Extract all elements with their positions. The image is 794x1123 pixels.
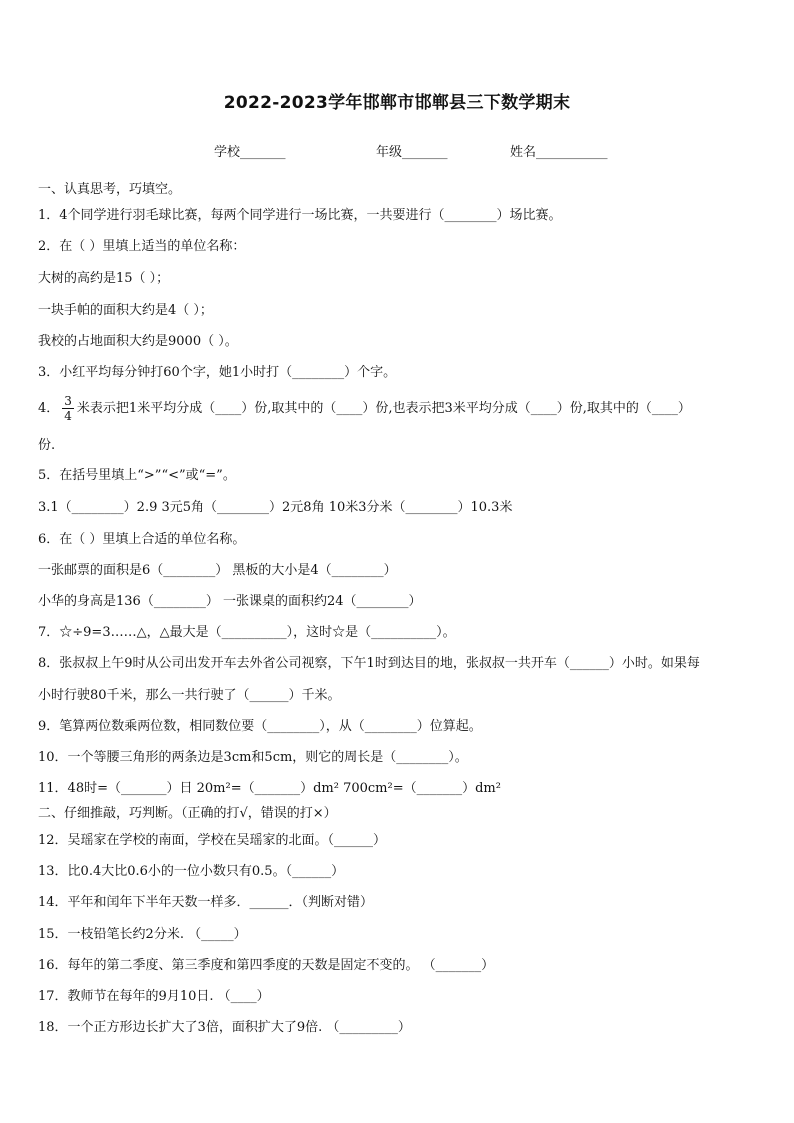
question-4 (38, 394, 691, 423)
grade-blank: _______ (402, 145, 448, 160)
question-6-row-1: 一张邮票的面积是6（________） 黑板的大小是4（________） (38, 563, 397, 578)
question-7: 7．☆÷9=3……△，△最大是（__________），这时☆是（__________）。 (38, 625, 456, 640)
name-label: 姓名 (510, 145, 537, 160)
question-18: 18．一个正方形边长扩大了3倍，面积扩大了9倍. （_________） (38, 1020, 411, 1035)
question-6-row-2: 小华的身高是136（________） 一张课桌的面积约24（________） (38, 594, 422, 609)
section-2-heading: 二、仔细推敲，巧判断。（正确的打√，错误的打×） (38, 806, 337, 821)
question-15: 15．一枝铅笔长约2分米. （_____） (38, 927, 247, 942)
section-1-heading: 一、认真思考，巧填空。 (38, 182, 182, 197)
name-field (510, 141, 608, 160)
question-5: 5．在括号里填上“>”“<”或“=”。 (38, 468, 236, 483)
school-label: 学校 (214, 145, 241, 160)
question-1: 1．4个同学进行羽毛球比赛，每两个同学进行一场比赛，一共要进行（________）场比赛。 (38, 208, 562, 223)
question-3: 3．小红平均每分钟打60个字，她1小时打（________）个字。 (38, 365, 397, 380)
question-2-item-2: 一块手帕的面积大约是4（ ）； (38, 303, 213, 318)
question-10: 10．一个等腰三角形的两条边是3cm和5cm，则它的周长是（________）。 (38, 750, 468, 765)
question-8-continuation: 小时行驶80千米，那么一共行驶了（______）千米。 (38, 688, 341, 703)
fraction-numerator: 3 (64, 394, 72, 408)
school-blank: _______ (240, 145, 286, 160)
question-4-number: 4． (38, 401, 60, 416)
question-8: 8．张叔叔上午9时从公司出发开车去外省公司视察，下午1时到达目的地，张叔叔一共开车（______）小时。如果每 (38, 656, 700, 671)
name-blank: ___________ (536, 145, 608, 160)
page-title: 2022-2023学年邯郸市邯郸县三下数学期末 (223, 93, 571, 113)
question-14: 14．平年和闰年下半年天数一样多．______．（判断对错） (38, 895, 374, 910)
question-2-item-1: 大树的高约是15（ ）； (38, 271, 170, 286)
school-field (214, 141, 286, 160)
question-16: 16．每年的第二季度、第三季度和第四季度的天数是固定不变的。 （_______） (38, 958, 495, 973)
question-12: 12．吴瑶家在学校的南面，学校在吴瑶家的北面。（______） (38, 833, 387, 848)
question-11: 11．48时=（_______）日 20m²=（_______）dm² 700cm²=（_______）dm² (38, 781, 501, 796)
question-2-item-3: 我校的占地面积大约是9000（ ）。 (38, 334, 238, 349)
fraction-three-quarters (62, 394, 74, 423)
question-9: 9．笔算两位数乘两位数，相同数位要（________），从（________）位算起。 (38, 719, 482, 734)
question-6: 6．在（ ）里填上合适的单位名称。 (38, 532, 246, 547)
fraction-denominator: 4 (64, 409, 72, 423)
question-4-continuation: 份. (38, 438, 56, 453)
grade-label: 年级 (376, 145, 403, 160)
question-4-text: 米表示把1米平均分成（____）份,取其中的（____）份,也表示把3米平均分成（____）份,取其中的（____） (76, 401, 691, 416)
question-2: 2．在（ ）里填上适当的单位名称： (38, 239, 246, 254)
grade-field (376, 141, 448, 160)
question-17: 17．教师节在每年的9月10日. （____） (38, 989, 270, 1004)
question-13: 13．比0.4大比0.6小的一位小数只有0.5。（______） (38, 864, 345, 879)
question-5-items: 3.1（________）2.9 3元5角（________）2元8角 10米3分米（________）10.3米 (38, 500, 513, 515)
